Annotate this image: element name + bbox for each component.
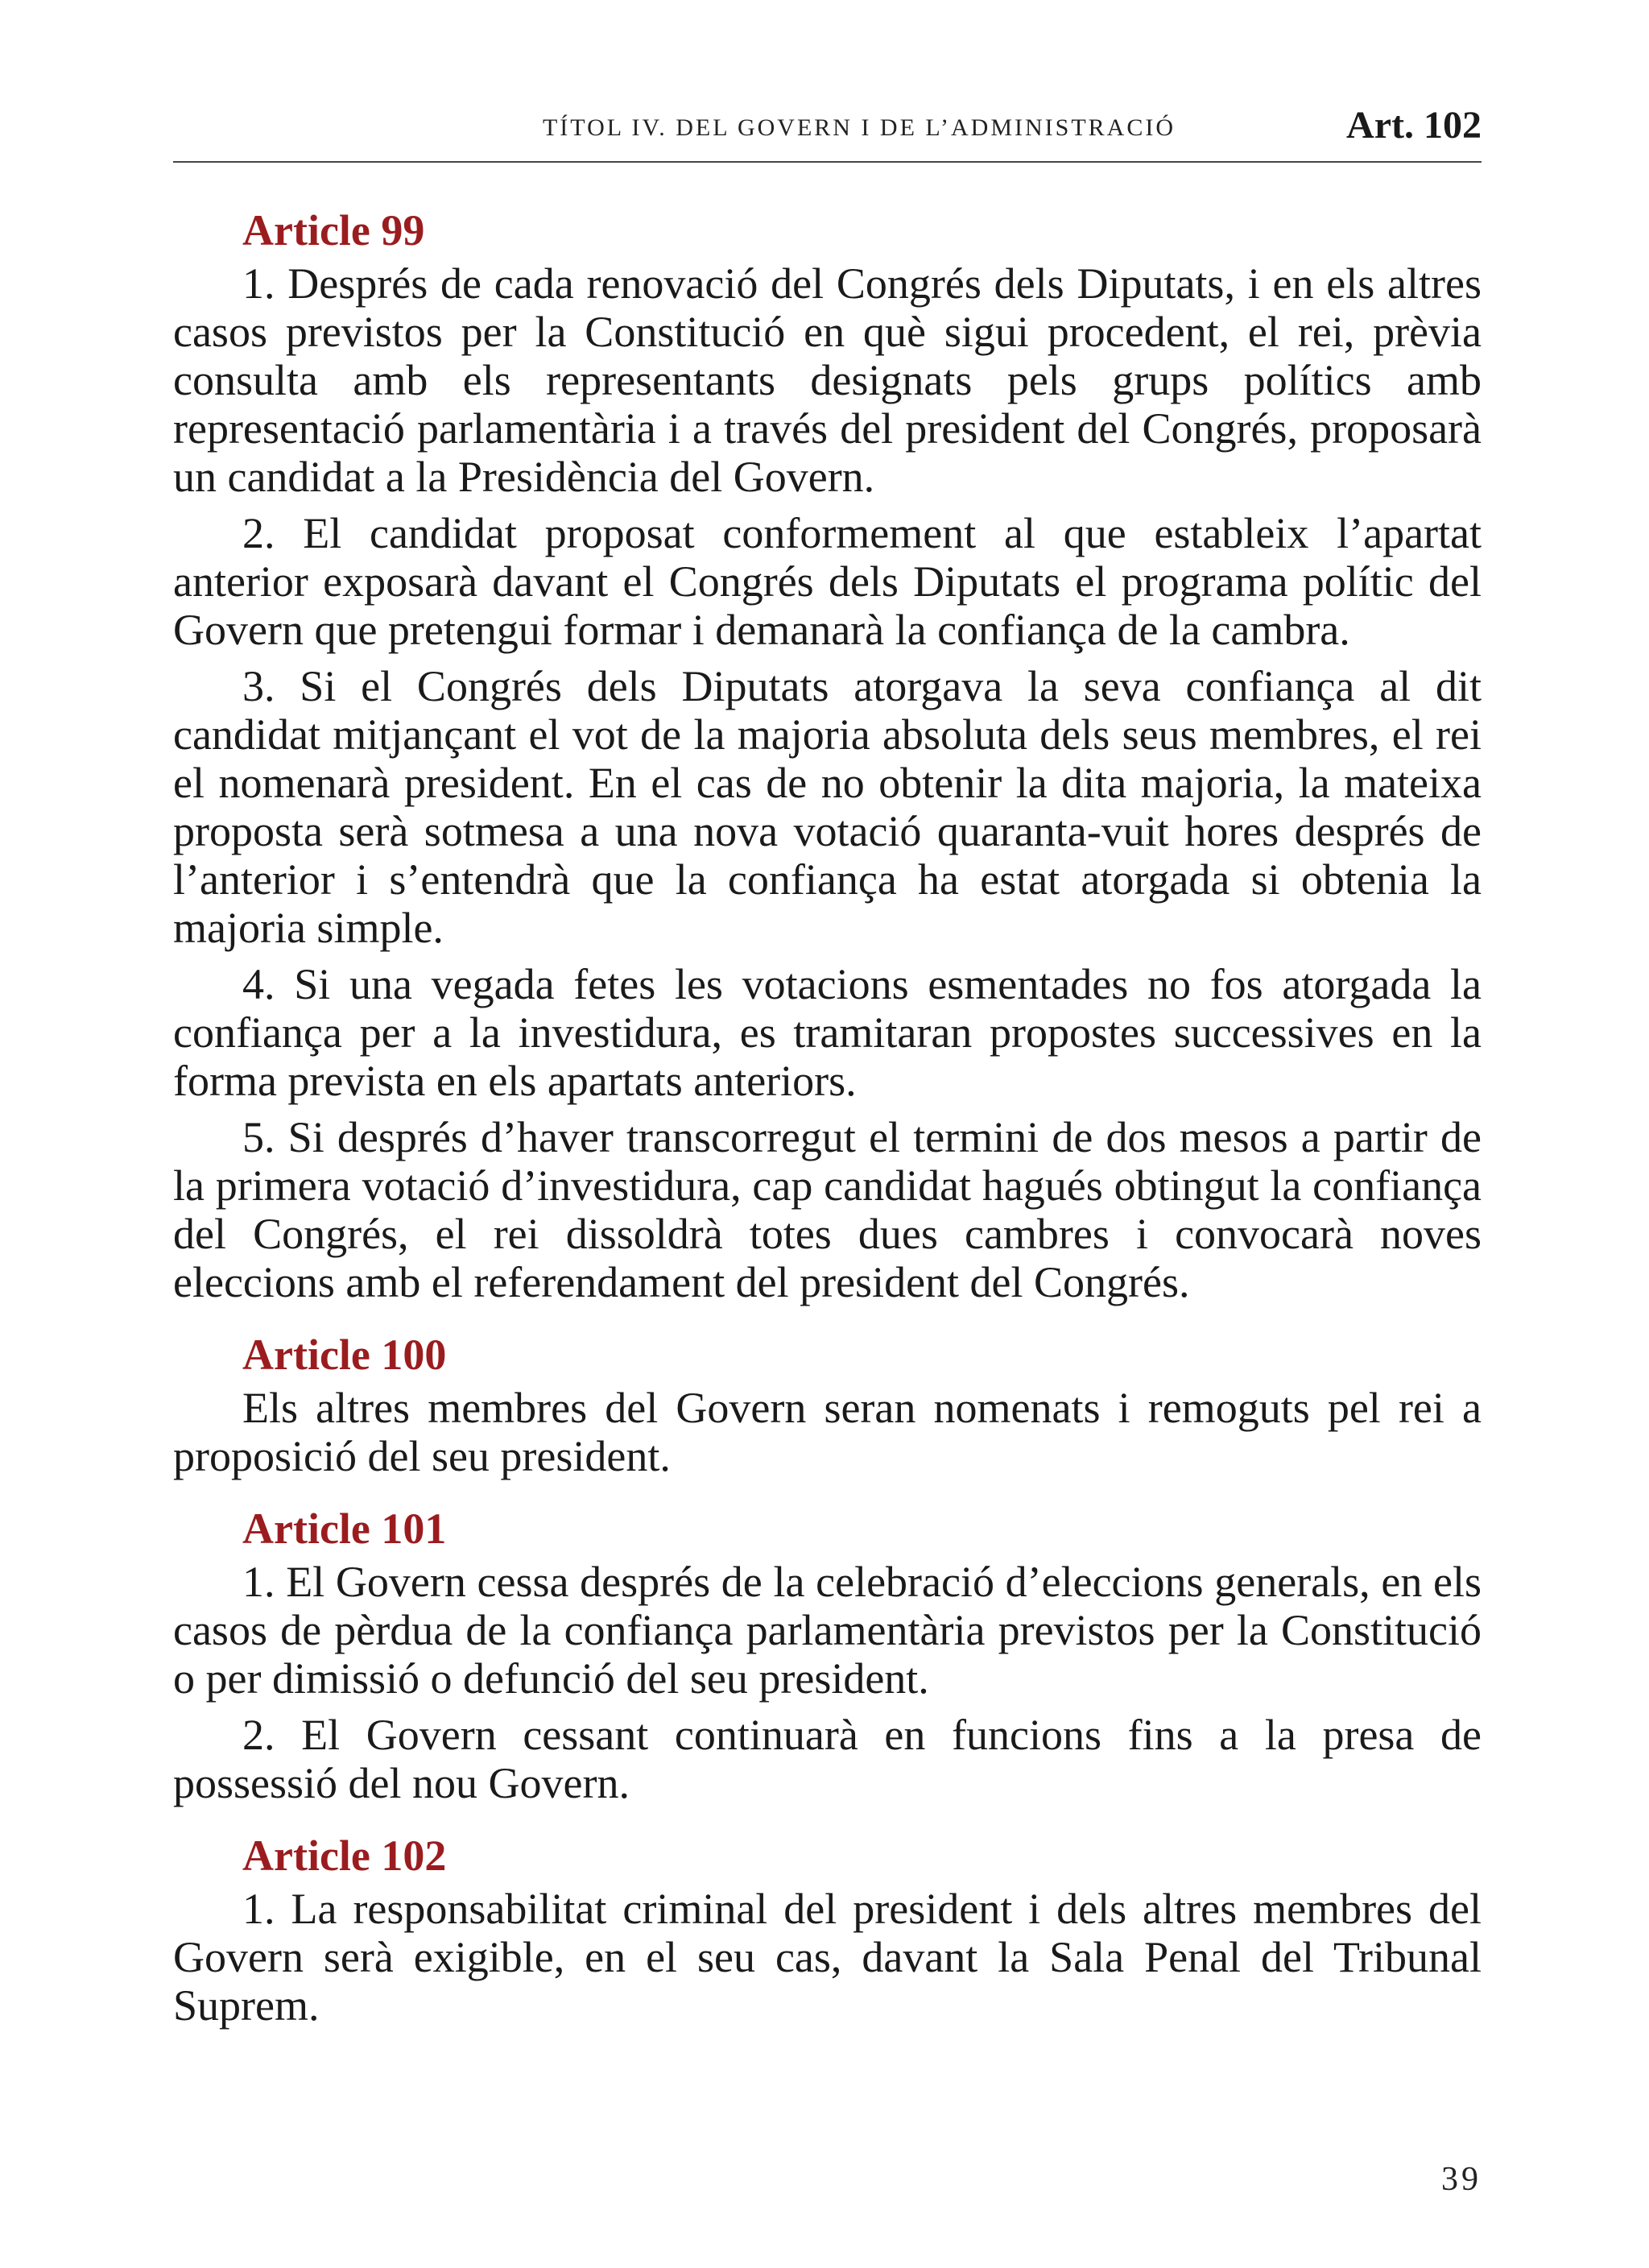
article-reference: Art. 102 [1346,104,1482,147]
paragraph: 1. Després de cada renovació del Congrés dels Diputats, i en els altres casos previstos per la Constitució en què sigui procedent, el rei, prèvia consulta amb els representants designats pels grups polítics amb representació parlamentària i a través del president del Congrés, proposarà un candidat a la Presidència del Govern. [173,259,1482,501]
paragraph: 1. El Govern cessa després de la celebració d’eleccions generals, en els casos de pèrdua de la confiança parlamentària previstos per la Constitució o per dimissió o defunció del seu president. [173,1558,1482,1703]
running-title: TÍTOL IV. DEL GOVERN I DE L’ADMINISTRACIÓ [542,114,1176,141]
paragraph: 3. Si el Congrés dels Diputats atorgava la seva confiança al dit candidat mitjançant el vot de la majoria absoluta dels seus membres, el rei el nomenarà president. En el cas de no obtenir la dita majoria, la mateixa proposta serà sotmesa a una nova votació quaranta-vuit hores després de l’anterior i s’entendrà que la confiança ha estat atorgada si obtenia la majoria simple. [173,662,1482,952]
paragraph: 2. El Govern cessant continuarà en funcions fins a la presa de possessió del nou Govern. [173,1711,1482,1807]
page-content [173,206,1482,2038]
page-number: 39 [1441,2161,1482,2198]
paragraph: 4. Si una vegada fetes les votacions esmentades no fos atorgada la confiança per a la investidura, es tramitaran propostes successives en la forma prevista en els apartats anteriors. [173,960,1482,1105]
article-102 [173,1831,1482,2030]
header-divider [173,161,1482,163]
article-101 [173,1504,1482,1807]
article-heading: Article 99 [242,206,425,255]
article-heading: Article 101 [242,1504,447,1553]
paragraph: 5. Si després d’haver transcorregut el termini de dos mesos a partir de la primera votació d’investidura, cap candidat hagués obtingut la confiança del Congrés, el rei dissoldrà totes dues cambres i convocarà noves eleccions amb el referendament del president del Congrés. [173,1113,1482,1306]
running-head [173,103,1482,161]
paragraph: 1. La responsabilitat criminal del president i dels altres membres del Govern serà exigible, en el seu cas, davant la Sala Penal del Tribunal Suprem. [173,1885,1482,2030]
article-100 [173,1331,1482,1480]
paragraph: Els altres membres del Govern seran nomenats i remoguts pel rei a proposició del seu president. [173,1384,1482,1480]
article-heading: Article 102 [242,1831,447,1880]
paragraph: 2. El candidat proposat conformement al que estableix l’apartat anterior exposarà davant el Congrés dels Diputats el programa polític del Govern que pretengui formar i demanarà la confiança de la cambra. [173,509,1482,654]
article-99 [173,206,1482,1306]
article-heading: Article 100 [242,1331,447,1379]
